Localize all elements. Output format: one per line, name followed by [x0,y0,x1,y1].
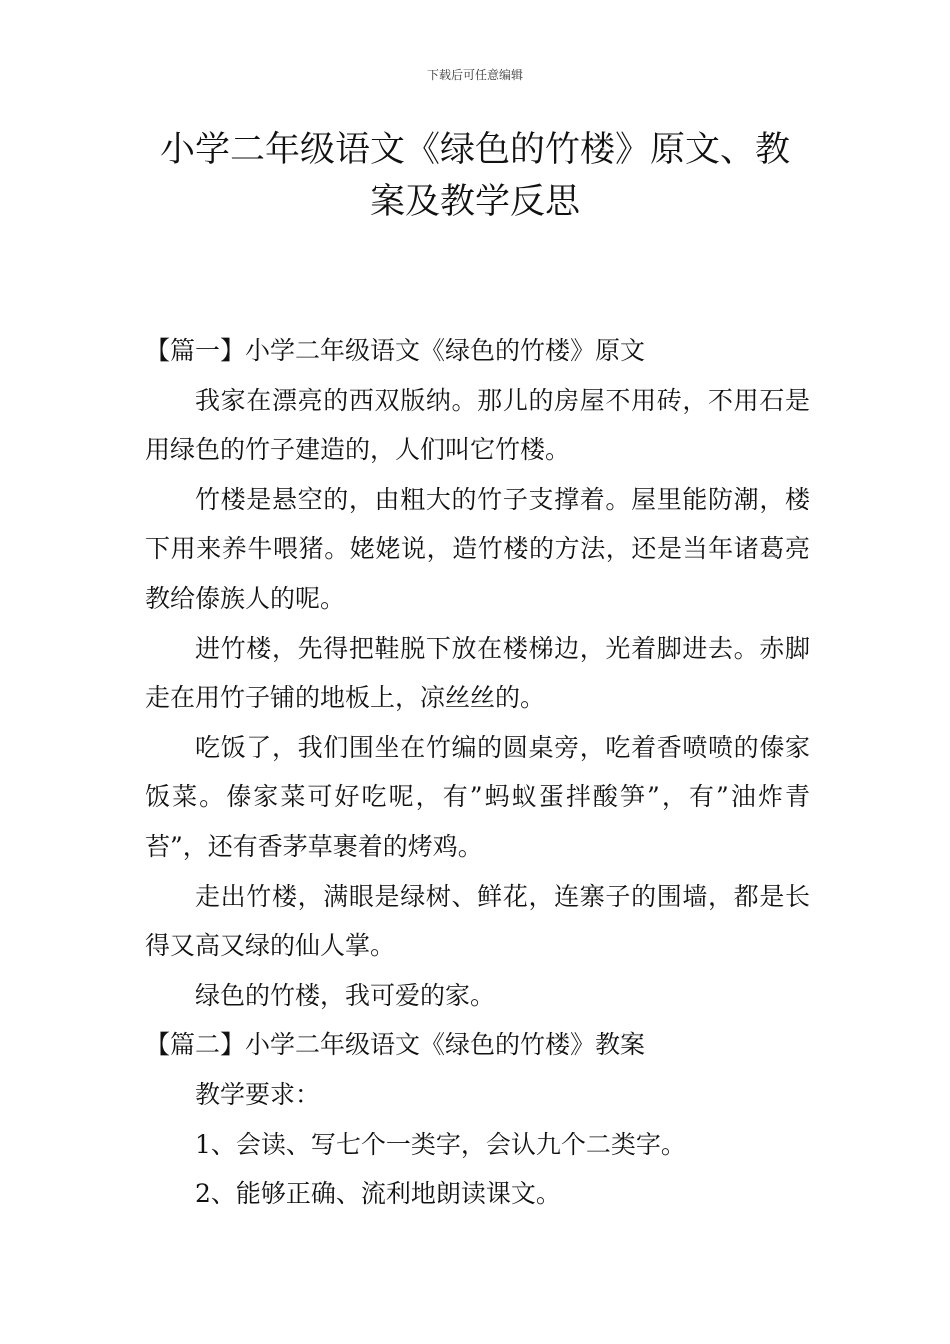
document-body [145,326,810,1219]
list-item: 1、会读、写七个一类字，会认九个二类字。 [195,1129,686,1159]
paragraph: 绿色的竹楼，我可爱的家。 [195,980,496,1010]
section-heading-1: 【篇一】小学二年级语文《绿色的竹楼》原文 [145,336,646,365]
list-item: 2、能够正确、流利地朗读课文。 [195,1179,561,1209]
paragraph: 走出竹楼，满眼是绿树、鲜花，连寨子的围墙，都是长得又高又绿的仙人掌。 [145,881,810,961]
paragraph: 我家在漂亮的西双版纳。那儿的房屋不用砖，不用石是用绿色的竹子建造的，人们叫它竹楼。 [145,385,810,465]
section-heading-2: 【篇二】小学二年级语文《绿色的竹楼》教案 [145,1030,646,1060]
paragraph: 吃饭了，我们围坐在竹编的圆桌旁，吃着香喷喷的傣家饭菜。傣家菜可好吃呢，有”蚂蚁蛋拌酸笋”，有”油炸青苔”，还有香茅草裹着的烤鸡。 [145,732,810,861]
paragraph: 进竹楼，先得把鞋脱下放在楼梯边，光着脚进去。赤脚走在用竹子铺的地板上，凉丝丝的。 [145,633,810,713]
paragraph: 竹楼是悬空的，由粗大的竹子支撑着。屋里能防潮，楼下用来养牛喂猪。姥姥说，造竹楼的方法，还是当年诸葛亮教给傣族人的呢。 [145,484,810,613]
paragraph: 教学要求： [195,1079,321,1109]
page-header-note: 下载后可任意编辑 [426,68,523,82]
document-title: 小学二年级语文《绿色的竹楼》原文、教案及教学反思 [159,130,790,222]
